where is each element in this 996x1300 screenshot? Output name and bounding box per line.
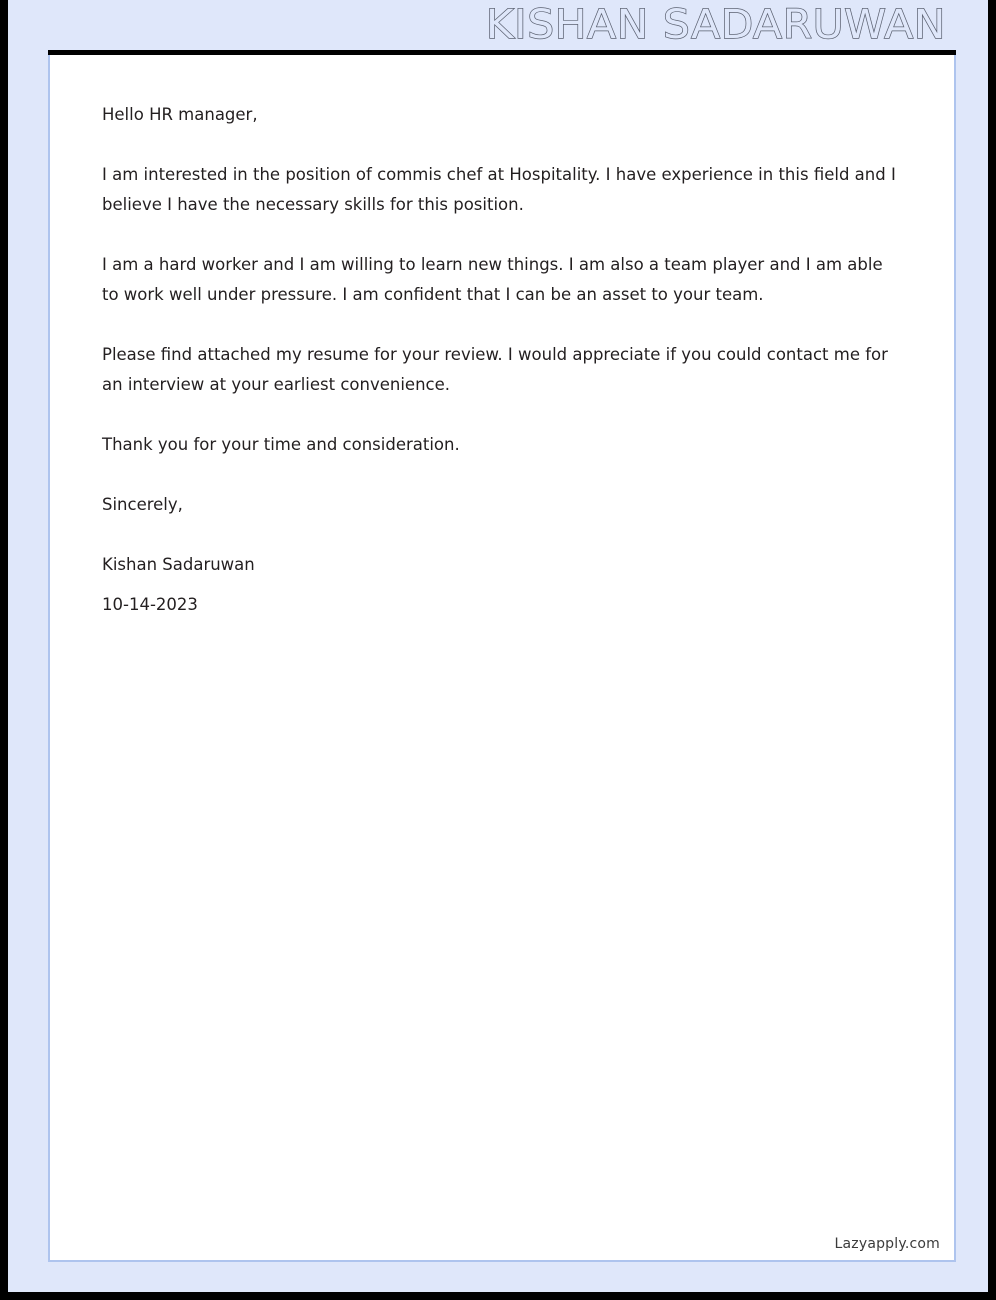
- body-paragraph-3: Please find attached my resume for your review. I would appreciate if you could contact me for an interview at your earliest convenience.: [102, 345, 888, 394]
- signature-name: Kishan Sadaruwan: [102, 555, 255, 574]
- body-paragraph-4: Thank you for your time and consideration.: [102, 435, 460, 454]
- document-header: [48, 0, 948, 50]
- body-paragraph-1: I am interested in the position of commis chef at Hospitality. I have experience in this field and I believe I have the necessary skills for this position.: [102, 165, 896, 214]
- cover-letter-content: [50, 55, 954, 620]
- page-title: KISHAN SADARUWAN: [485, 2, 946, 48]
- closing-line: Sincerely,: [102, 495, 183, 514]
- letter-body: [102, 100, 902, 620]
- footer-watermark: Lazyapply.com: [834, 1236, 940, 1252]
- salutation: Hello HR manager,: [102, 105, 258, 124]
- letter-date: 10-14-2023: [102, 595, 198, 614]
- body-paragraph-2: I am a hard worker and I am willing to learn new things. I am also a team player and I am able to work well under pressure. I am confident that I can be an asset to your team.: [102, 255, 883, 304]
- cover-letter-card: [48, 55, 956, 1262]
